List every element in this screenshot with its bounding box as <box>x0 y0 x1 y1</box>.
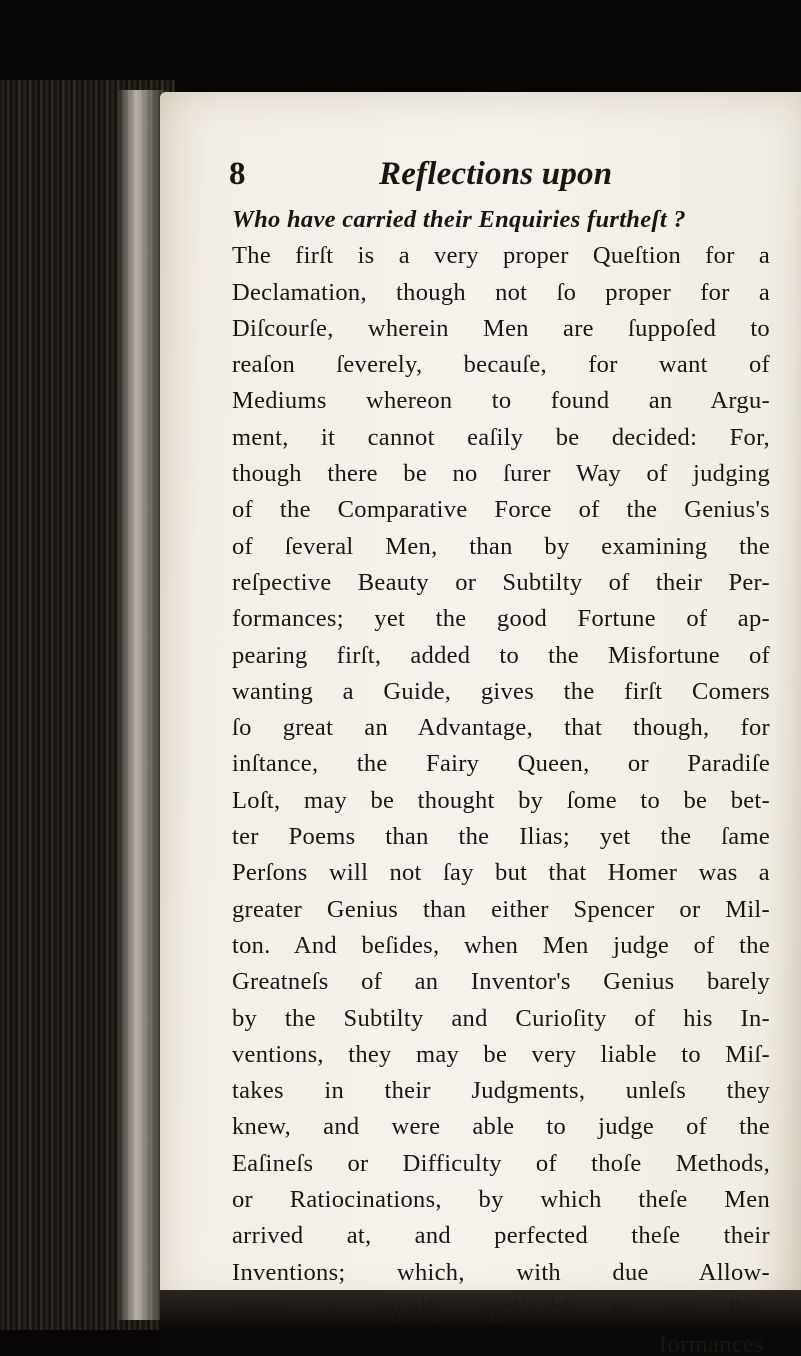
text-line: though there be no ſurer Way of judging <box>232 460 770 488</box>
text-line: ment, it cannot eaſily be decided: For, <box>232 423 770 451</box>
text-line: The firſt is a very proper Queſtion for a <box>232 242 770 270</box>
text-line: of ſeveral Men, than by examining the <box>232 532 770 560</box>
text-line: knew, and were able to judge of the <box>232 1113 770 1141</box>
catchword: formances <box>659 1331 764 1356</box>
text-line: of the Comparative Force of the Genius's <box>232 496 770 524</box>
page-content <box>229 150 792 1356</box>
text-line: ter Poems than the Ilias; yet the ſame <box>232 823 770 851</box>
text-line: ſo great an Advantage, that though, for <box>232 714 770 742</box>
text-line: or Ratiocinations, by which theſe Men <box>232 1186 770 1214</box>
text-line: inſtance, the Fairy Queen, or Paradiſe <box>232 750 770 778</box>
text-line: Loſt, may be thought by ſome to be bet- <box>232 786 770 814</box>
text-line: pearing firſt, added to the Misfortune of <box>232 641 770 669</box>
text-line: Greatneſs of an Inventor's Genius barely <box>232 968 770 996</box>
text-line: Who have carried their Enquiries furtheſt ? <box>232 206 686 233</box>
text-line: ventions, they may be very liable to Miſ- <box>232 1040 770 1068</box>
text-line: Declamation, though not ſo proper for a <box>232 278 770 306</box>
text-line: Eaſineſs or Difficulty of thoſe Methods, <box>232 1149 770 1177</box>
text-line: formances; yet the good Fortune of ap- <box>232 605 770 633</box>
text-line: by the Subtilty and Curioſity of his In- <box>232 1004 770 1032</box>
text-line: ton. And beſides, when Men judge of the <box>232 931 770 959</box>
text-line: reſpective Beauty or Subtilty of their Per- <box>232 568 770 596</box>
text-line: reaſon ſeverely, becauſe, for want of <box>232 351 770 379</box>
text-line: Perſons will not ſay but that Homer was a <box>232 859 770 887</box>
text-line: arrived at, and perfected theſe their <box>232 1222 770 1250</box>
running-title: Reflections upon <box>379 156 613 192</box>
body-text <box>232 202 792 1356</box>
text-line: Mediums whereon to found an Argu- <box>232 387 770 415</box>
text-line: greater Genius than either Spencer or Mil- <box>232 895 770 923</box>
text-line: Inventions; which, with due Allow- <box>232 1258 770 1286</box>
page-number: 8 <box>229 156 246 192</box>
text-line: wanting a Guide, gives the firſt Comers <box>232 677 770 705</box>
text-line: Diſcourſe, wherein Men are ſuppoſed to <box>232 314 770 342</box>
text-line: ances, is equally applicable to any Per- <box>232 1294 770 1322</box>
text-line: takes in their Judgments, unleſs they <box>232 1077 770 1105</box>
running-head <box>229 150 792 200</box>
